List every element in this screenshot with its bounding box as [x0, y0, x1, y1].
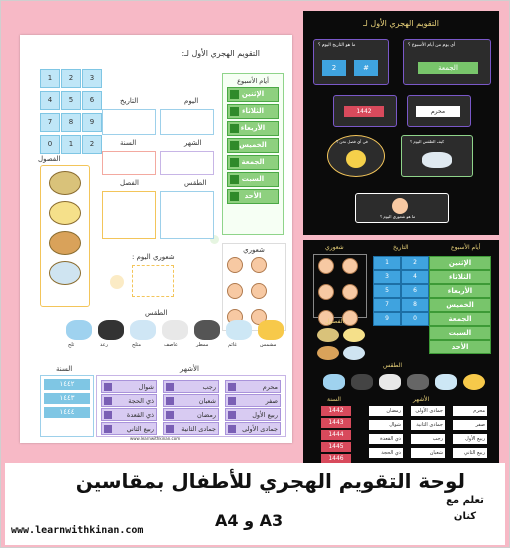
month-chip: صفر — [453, 420, 487, 430]
year-chip: ١٤٤٢ — [44, 379, 90, 390]
number-card: 0 — [401, 312, 429, 326]
label-seasons: الفصول — [38, 155, 61, 163]
month-chip: ذي الحجة — [101, 394, 157, 407]
seasons-heading: الفصول — [325, 318, 345, 325]
weekday-chip: الجمعة — [429, 312, 491, 326]
feelings-heading: شعوري — [243, 246, 265, 254]
month-chip: ربيع الثاني — [453, 448, 487, 458]
weather-label: عاصف — [164, 342, 178, 348]
month-chip: جمادى الأولى — [225, 422, 281, 435]
season-slot — [102, 191, 156, 239]
year-chip: ١٤٤٤ — [44, 407, 90, 418]
weather-slot — [160, 191, 214, 239]
years-heading: السنة — [56, 365, 73, 373]
cloud-icon — [226, 320, 252, 340]
weekday-chip: الثلاثاء — [429, 270, 491, 284]
number-card: 2 — [61, 69, 81, 88]
month-chip: رمضان — [163, 408, 219, 421]
month-icon — [166, 383, 174, 391]
weekdays-panel — [222, 73, 284, 235]
face-icon — [227, 283, 243, 299]
weather-label: رعد — [100, 342, 109, 348]
year-chip: 1445 — [321, 442, 351, 452]
month-icon — [166, 411, 174, 419]
month-icon — [104, 411, 112, 419]
label-season: الفصل — [120, 179, 139, 187]
month-chip: شوال — [369, 420, 403, 430]
wind-icon — [162, 320, 188, 340]
day-question: أي يوم من أيام الأسبوع ؟ — [408, 43, 456, 48]
weekday-chip: الإثنين — [429, 256, 491, 270]
season-icon — [49, 171, 81, 195]
wind-icon — [379, 374, 401, 390]
month-chip: رجب — [411, 434, 445, 444]
feelings-grid — [313, 254, 367, 318]
month-chip: ربيع الأول — [225, 408, 281, 421]
face-icon — [318, 258, 334, 274]
selected-day-chip: الجمعة — [418, 62, 478, 74]
month-chip: شوال — [101, 380, 157, 393]
month-chip: شعبان — [163, 394, 219, 407]
weekdays-heading: أيام الأسبوع — [451, 244, 481, 251]
cloud-icon — [435, 374, 457, 390]
month-chip: ربيع الثاني — [101, 422, 157, 435]
feeling-slot — [132, 265, 174, 297]
day-icon — [230, 124, 239, 133]
season-icon — [343, 346, 365, 360]
weather-row — [38, 320, 292, 352]
number-card: 6 — [82, 91, 102, 110]
date-number-chip: # — [354, 60, 378, 76]
month-chip: محرم — [453, 406, 487, 416]
label-month: الشهر — [184, 139, 202, 147]
number-card: 2 — [82, 135, 102, 154]
month-icon — [228, 411, 236, 419]
seasons-panel — [40, 165, 90, 307]
face-icon — [251, 283, 267, 299]
month-chip: ذي الحجة — [369, 448, 403, 458]
caption-banner — [5, 463, 505, 545]
number-card: 1 — [61, 135, 81, 154]
month-chip: ذي القعدة — [101, 408, 157, 421]
cloud-icon — [422, 152, 452, 168]
number-card: 2 — [401, 256, 429, 270]
season-icon — [343, 328, 365, 342]
brand-line: تعلم مع — [446, 495, 484, 506]
number-card: 4 — [40, 91, 60, 110]
month-chip: رمضان — [369, 406, 403, 416]
year-chip: ١٤٤٣ — [44, 393, 90, 404]
weekday-chip: الثلاثاء — [227, 104, 279, 119]
day-icon — [230, 175, 239, 184]
month-icon — [104, 425, 112, 433]
preview-area — [5, 5, 505, 461]
weekday-chip: الخميس — [429, 298, 491, 312]
weather-question: كيف الطقس اليوم ؟ — [410, 139, 445, 144]
month-icon — [228, 425, 236, 433]
month-icon — [228, 383, 236, 391]
day-icon — [230, 158, 239, 167]
month-chip: صفر — [225, 394, 281, 407]
weather-label: ثلج — [68, 342, 75, 348]
sun-icon — [463, 374, 485, 390]
label-year: السنة — [120, 139, 137, 147]
season-icon — [49, 201, 81, 225]
seasons-grid — [315, 326, 369, 362]
face-icon — [318, 284, 334, 300]
rain-cloud-icon — [407, 374, 429, 390]
year-chip: 1442 — [321, 406, 351, 416]
month-chip: ربيع الأول — [453, 434, 487, 444]
size-options: A3 و A4 — [215, 511, 284, 530]
month-chip: جمادى الأولى — [411, 406, 445, 416]
date-number-chip: 2 — [322, 60, 346, 76]
month-chip: محرم — [225, 380, 281, 393]
season-icon — [317, 328, 339, 342]
years-panel — [40, 375, 94, 437]
weekday-chip: السبت — [429, 326, 491, 340]
date-heading: التاريخ — [393, 244, 409, 251]
number-card: 8 — [61, 113, 81, 132]
year-answer-panel — [333, 95, 397, 127]
number-card: 5 — [61, 91, 81, 110]
product-title: لوحة التقويم الهجري للأطفال بمقاسين — [75, 469, 465, 493]
date-question-panel — [313, 39, 389, 85]
snow-cloud-icon — [130, 320, 156, 340]
calendar-sheet-dark-filled — [303, 11, 499, 235]
number-card: 3 — [373, 270, 401, 284]
month-chip: ذي القعدة — [369, 434, 403, 444]
thunder-cloud-icon — [98, 320, 124, 340]
weekdays-heading: أيام الأسبوع — [237, 77, 269, 85]
weather-label: مثلج — [132, 342, 142, 348]
weather-label: مشمس — [260, 342, 277, 348]
number-card: 0 — [40, 135, 60, 154]
month-chip: رجب — [163, 380, 219, 393]
number-card: 4 — [401, 270, 429, 284]
label-date: التاريخ — [120, 97, 139, 105]
calendar-sheet-dark-cards — [303, 240, 499, 466]
day-icon — [230, 141, 239, 150]
season-icon — [49, 231, 81, 255]
month-icon — [166, 397, 174, 405]
face-icon — [342, 258, 358, 274]
weather-heading: الطقس — [383, 362, 403, 369]
weekday-chip: السبت — [227, 172, 279, 187]
weekday-chip: الجمعة — [227, 155, 279, 170]
sun-icon — [258, 320, 284, 340]
thunder-cloud-icon — [351, 374, 373, 390]
weather-row-heading: الطقس — [145, 309, 168, 317]
month-chip: شعبان — [411, 448, 445, 458]
sun-icon — [346, 150, 366, 168]
months-heading: الأشهر — [180, 365, 199, 373]
dark-sheet-title: التقويم الهجري الأول لـ — [363, 19, 439, 28]
number-card: 3 — [82, 69, 102, 88]
label-weather: الطقس — [184, 179, 207, 187]
day-question-panel — [403, 39, 491, 85]
date-question: ما هو التاريخ اليوم ؟ — [318, 43, 356, 48]
weather-label: ممطر — [196, 342, 209, 348]
rain-cloud-icon — [194, 320, 220, 340]
sheet-title: التقويم الهجري الأول لـ: — [181, 49, 260, 58]
snowflake-icon — [66, 320, 92, 340]
season-question: في أي فصل نحن ؟ — [336, 139, 368, 144]
day-slot — [160, 109, 214, 135]
snowflake-icon — [323, 374, 345, 390]
day-icon — [230, 192, 239, 201]
date-slot — [102, 109, 156, 135]
number-grid — [40, 69, 102, 154]
weekday-chip: الأحد — [429, 340, 491, 354]
weekday-chip: الخميس — [227, 138, 279, 153]
feelings-heading: شعوري — [325, 244, 344, 251]
season-icon — [49, 261, 81, 285]
month-slot — [160, 151, 214, 175]
selected-year-chip: 1442 — [344, 106, 384, 117]
label-today-feeling: شعوري اليوم : — [132, 253, 175, 261]
months-panel — [96, 375, 286, 437]
feelings-panel — [222, 243, 286, 331]
number-card: 7 — [373, 298, 401, 312]
year-slot — [102, 151, 156, 175]
month-icon — [228, 397, 236, 405]
day-icon — [230, 107, 239, 116]
number-card: 5 — [373, 284, 401, 298]
number-card: 6 — [401, 284, 429, 298]
month-chip: جمادى الثانية — [411, 420, 445, 430]
months-heading: الأشهر — [413, 396, 430, 403]
number-card: 1 — [40, 69, 60, 88]
brand-logo-text — [435, 493, 495, 525]
number-card: 1 — [373, 256, 401, 270]
weather-label: غائم — [228, 342, 237, 348]
weekday-chip: الأربعاء — [429, 284, 491, 298]
month-chip: جمادى الثانية — [163, 422, 219, 435]
season-icon — [317, 346, 339, 360]
number-card: 9 — [373, 312, 401, 326]
years-heading: السنة — [327, 396, 341, 403]
number-card: 8 — [401, 298, 429, 312]
sheet-footer-url: www.learnwithkinan.com — [130, 436, 181, 441]
weekday-chip: الأربعاء — [227, 121, 279, 136]
feeling-question: ما هو شعوري اليوم ؟ — [380, 214, 416, 219]
weekday-chip: الأحد — [227, 189, 279, 204]
month-icon — [166, 425, 174, 433]
selected-month-chip: محرم — [416, 106, 460, 117]
weather-strip — [315, 372, 489, 392]
number-card: 7 — [40, 113, 60, 132]
face-icon — [342, 284, 358, 300]
face-icon — [342, 310, 358, 326]
year-chip: 1446 — [321, 454, 351, 464]
face-icon — [251, 257, 267, 273]
season-question-panel — [327, 135, 385, 177]
face-icon — [227, 257, 243, 273]
face-icon — [392, 198, 408, 214]
number-card: 9 — [82, 113, 102, 132]
year-chip: 1444 — [321, 430, 351, 440]
weekday-chip: الإثنين — [227, 87, 279, 102]
month-icon — [104, 397, 112, 405]
feeling-question-panel — [355, 193, 449, 223]
decor-dot — [110, 275, 124, 289]
brand-line: كنان — [453, 511, 477, 522]
weather-question-panel — [401, 135, 473, 177]
label-day: اليوم — [184, 97, 199, 105]
website-url: www.learnwithkinan.com — [11, 525, 144, 536]
calendar-sheet-a4 — [20, 35, 292, 443]
month-icon — [104, 383, 112, 391]
month-answer-panel — [407, 95, 471, 127]
year-chip: 1443 — [321, 418, 351, 428]
day-icon — [230, 90, 239, 99]
